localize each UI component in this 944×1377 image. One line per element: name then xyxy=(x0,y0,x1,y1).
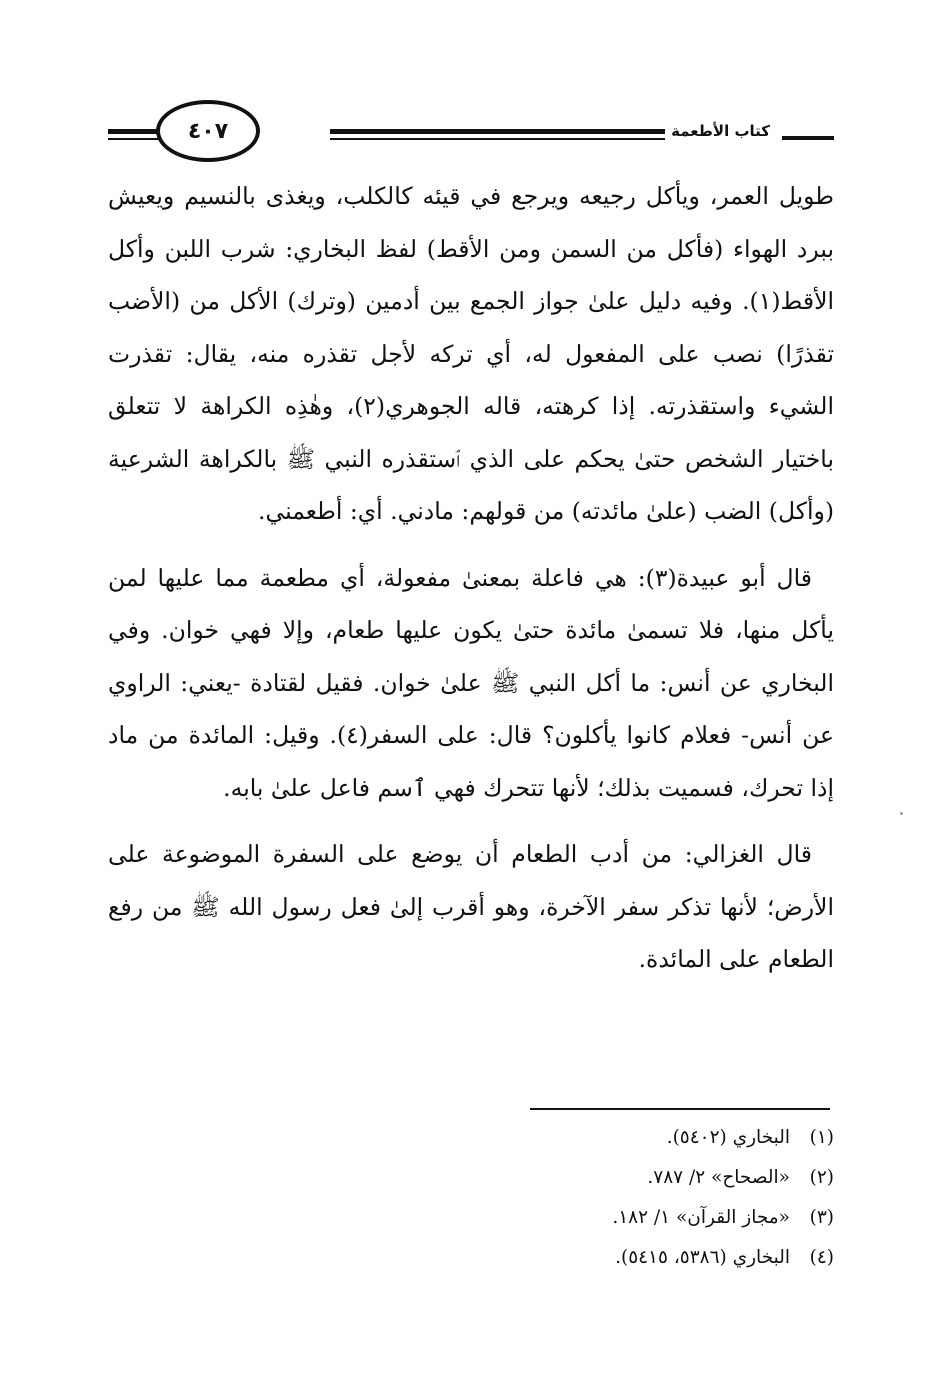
main-text xyxy=(108,170,834,986)
paragraph-3 xyxy=(108,828,834,986)
page-header xyxy=(108,98,834,168)
header-rule-left xyxy=(108,129,160,134)
footnotes xyxy=(300,1118,834,1278)
paragraph-3-text: قال الغزالي: من أدب الطعام أن يوضع على السفرة الموضوعة على الأرض؛ لأنها تذكر سفر الآخرة، وهو أقرب إلىٰ فعل رسول الله ﷺ من رفع الطعام على المائدة. xyxy=(108,840,834,973)
footnote-item xyxy=(300,1158,834,1198)
footnote-item xyxy=(300,1198,834,1238)
footnote-item xyxy=(300,1118,834,1158)
running-title: كتاب الأطعمة xyxy=(665,122,776,140)
scan-speck xyxy=(900,812,903,815)
paragraph-2 xyxy=(108,552,834,815)
footnote-item xyxy=(300,1238,834,1278)
footnote-number: (٢) xyxy=(809,1167,834,1188)
paragraph-1 xyxy=(108,170,834,538)
paragraph-1-text: طويل العمر، ويأكل رجيعه ويرجع في قيئه كالكلب، ويغذى بالنسيم ويعيش ببرد الهواء (فأكل من السمن ومن الأقط) لفظ البخاري: شرب اللبن وأكل الأقط(١). وفيه دليل علىٰ جواز الجمع بين أدمين (وترك) الأكل من (الأضب تقذرًا) نصب على المفعول له، أي تركه لأجل تقذره منه، يقال: تقذرت الشيء واستقذرته. إذا كرهته، قاله الجوهري(٢)، وهٰذِه الكراهة لا تتعلق باختيار الشخص حتىٰ يحكم على الذي ٱستقذره النبي ﷺ بالكراهة الشرعية (وأكل) الضب (علىٰ مائدته) من قولهم: مادني. أي: أطعمني. xyxy=(108,182,834,525)
footnote-separator xyxy=(530,1108,830,1110)
footnote-number: (٤) xyxy=(809,1247,834,1268)
header-rule-left-thin xyxy=(108,138,160,140)
footnote-number: (٣) xyxy=(809,1207,834,1228)
header-rule-tail xyxy=(782,136,834,140)
footnote-text: البخاري (٥٤٠٢). xyxy=(666,1127,790,1148)
footnote-text: البخاري (٥٣٨٦، ٥٤١٥). xyxy=(615,1247,790,1268)
page-number: ٤٠٧ xyxy=(156,100,260,162)
footnote-text: «الصحاح» ٢/ ٧٨٧. xyxy=(647,1167,790,1188)
paragraph-2-text: قال أبو عبيدة(٣): هي فاعلة بمعنىٰ مفعولة، أي مطعمة مما عليها لمن يأكل منها، فلا تسمىٰ مائدة حتىٰ يكون عليها طعام، وإلا فهي خوان. وفي البخاري عن أنس: ما أكل النبي ﷺ علىٰ خوان. فقيل لقتادة -يعني: الراوي عن أنس- فعلام كانوا يأكلون؟ قال: على السفر(٤). وقيل: المائدة من ماد إذا تحرك، فسميت بذلك؛ لأنها تتحرك فهي ٱسم فاعل علىٰ بابه. xyxy=(108,563,834,802)
footnote-number: (١) xyxy=(809,1127,834,1148)
footnote-text: «مجاز القرآن» ١/ ١٨٢. xyxy=(612,1207,790,1228)
